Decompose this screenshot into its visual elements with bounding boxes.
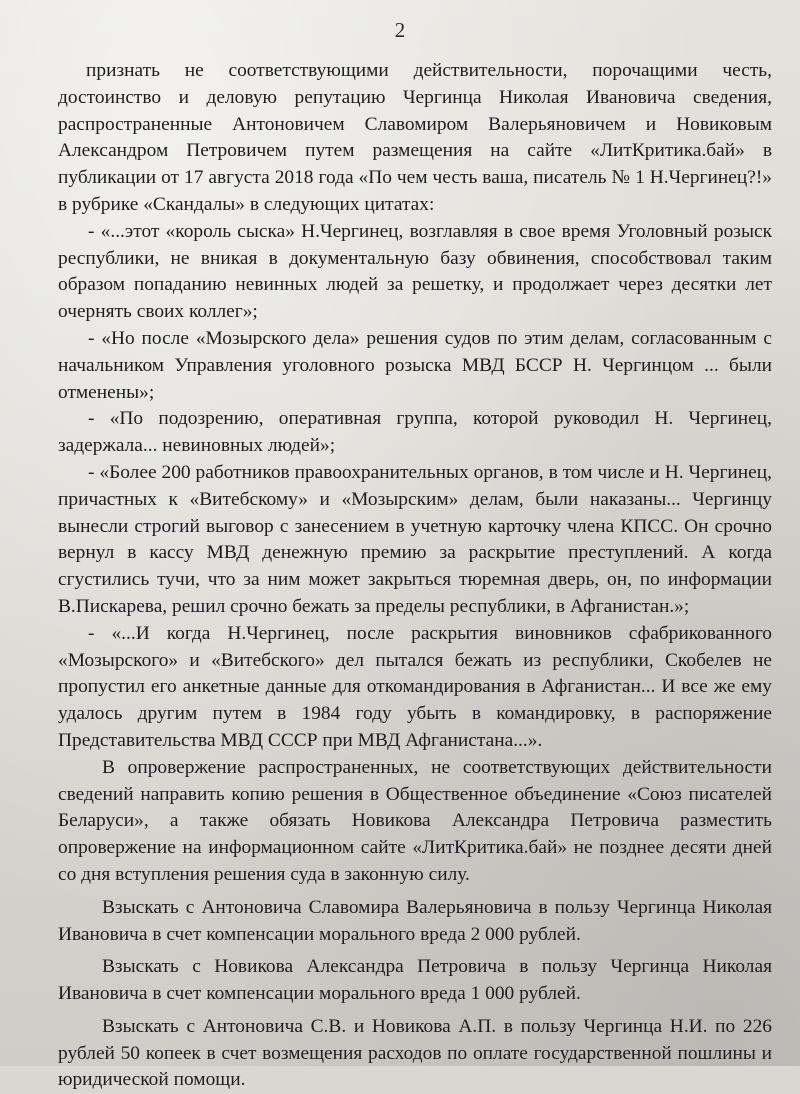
paragraph-compensation-1: Взыскать с Антоновича Славомира Валерьяновича в пользу Чергинца Николая Ивановича в счет компенсации морального вреда 2 000 рублей. [58,896,772,945]
quote-4: - «Более 200 работников правоохранительных органов, в том числе и Н. Чергинец, причастных к «Витебскому» и «Мозырским» делам, были наказаны... Чергинцу вынесли строгий выговор с занесением в учетную карточку члена КПСС. Он срочно вернул в кассу МВД денежную премию за раскрытие преступлений. А когда сгустились тучи, что за ним может закрыться тюремная дверь, он, по информации В.Пискарева, решил срочно бежать за пределы республики, в Афганистан.»; [58,461,772,617]
paragraph-main-claim: признать не соответствующими действительности, порочащими честь, достоинство и деловую репутацию Чергинца Николая Ивановича сведения, распространенные Антоновичем Славомиром Валерьяновичем и Новиковым Александром Петровичем путем размещения на сайте «ЛитКритика.бай» в публикации от 17 августа 2018 года «По чем честь ваша, писатель № 1 Н.Чергинец?!» в рубрике «Скандалы» в следующих цитатах: [58,60,772,215]
paragraph-compensation-2: Взыскать с Новикова Александра Петровича в пользу Чергинца Николая Ивановича в счет компенсации морального вреда 1 000 рублей. [58,956,772,1005]
paragraph-refutation: В опровержение распространенных, не соответствующих действительности сведений направить копию решения в Общественное объединение «Союз писателей Беларуси», а также обязать Новикова Александра Петровича разместить опровержение на информационном сайте «ЛитКритика.бай» не позднее десяти дней со дня вступления решения суда в законную силу. [58,756,772,885]
quote-1: - «...этот «король сыска» Н.Чергинец, возглавляя в свое время Уголовный розыск республики, не вникая в документальную базу обвинения, способствовал таким образом попаданию невинных людей за решетку, и продолжает через десятки лет очернять своих коллег»; [58,220,772,323]
document-body [58,58,772,1094]
quote-2: - «Но после «Мозырского дела» решения судов по этим делам, согласованным с начальником Управления уголовного розыска МВД БССР Н. Чергинцом ... были отменены»; [58,327,772,403]
paragraph-costs: Взыскать с Антоновича С.В. и Новикова А.П. в пользу Чергинца Н.И. по 226 рублей 50 копеек в счет возмещения расходов по оплате государственной пошлины и юридической помощи. [58,1015,772,1091]
page-number: 2 [394,18,406,42]
quote-5: - «...И когда Н.Чергинец, после раскрытия виновников сфабрикованного «Мозырского» и «Витебского» дел пытался бежать из республики, Скобелев не пропустил его анкетные данные для откомандирования в Афганистан... И все же ему удалось другим путем в 1984 году убыть в командировку, в распоряжение Представительства МВД СССР при МВД Афганистана...». [58,622,772,751]
quote-3: - «По подозрению, оперативная группа, которой руководил Н. Чергинец, задержала... невиновных людей»; [58,408,772,457]
